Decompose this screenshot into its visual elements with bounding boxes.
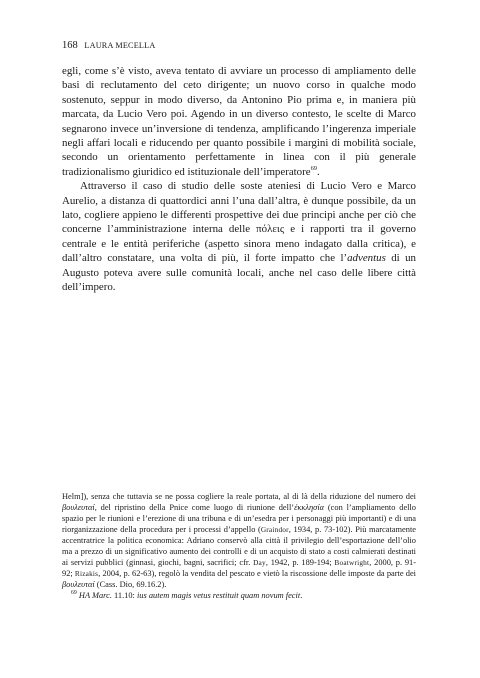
paragraph-text: e i rapporti tra il governo centrale e le entità periferiche (aspetto sinora meno indagato dalla critica), e dall’altro constatare, una volta di più, il forte impatto che l’ (62, 223, 416, 265)
page-number: 168 (62, 40, 78, 51)
cited-author: Rizakis (74, 569, 99, 578)
footnote-text: , 2000, p. 91-92; (62, 558, 416, 578)
footnote-continuation (62, 491, 416, 590)
footnote-text: (con l’ampliamento dello spazio per le riunioni e l’erezione di una tribuna e di un’esedra per i personaggi più importanti) e di una riorganizzazione della procedura per i processi d’appello ( (62, 503, 416, 534)
footnote-number: 69 (71, 590, 77, 596)
footnotes (62, 491, 416, 601)
footnote-text: , 1934, p. 73-102). Più marcatamente accentratrice la politica economica: Adriano conservò alla città il privilegio dell’esportazione dell’olio ma a prezzo di un significativo aumento dei controlli e di un acquisto di stato a costi calmierati destinati ai servizi pubblici (ginnasi, giochi, bagni, sacrifici; cfr. (62, 525, 416, 567)
footnote-text: Helm]), senza che tuttavia se ne possa cogliere la reale portata, al di là della riduzione del numero dei (62, 492, 416, 501)
footnote-source: HA Marc. (78, 591, 112, 600)
greek-term: βουλευταί (62, 503, 95, 512)
paragraph-text: di un Augusto poteva avere sulle comunità locali, anche nel caso delle libere città dell’impero. (62, 252, 417, 294)
paragraph-text: Attraverso il caso di studio delle soste ateniesi di Lucio Vero e Marco Aurelio, a distanza di quattordici anni l’una dall’altra, è dunque possibile, da un lato, cogliere appieno le differenti prospettive dei due principi anche per ciò che concerne l’amministrazione interna delle (62, 180, 416, 236)
footnote-end: . (300, 591, 303, 600)
footnote-text: (Cass. Dio, 69.16.2). (94, 580, 167, 589)
paragraph-1 (62, 64, 416, 179)
paragraph-text: egli, come s’è visto, aveva tentato di avviare un processo di ampliamento delle basi di reclutamento del ceto dirigente; un nuovo corso in qualche modo sostenuto, seppur in modo diverso, da Antonino Pio prima e, in maniera più marcata, da Lucio Vero poi. Agendo in un diverso contesto, le scelte di Marco segnarono invece un’inversione di tendenza, amplificando l’ingerenza imperiale negli affari locali e riducendo per quanto possibile i margini di mobilità sociale, secondo un orientamento perfettamente in linea con il più generale tradizionalismo giuridico ed istituzionale dell’imperatore (62, 65, 416, 178)
footnote-text: , del ripristino della Pnice come luogo di riunione dell’ (94, 503, 295, 512)
greek-term: ἐκκλησία (294, 503, 325, 512)
footnote-69 (62, 590, 416, 601)
greek-term: πόλεις (256, 223, 285, 236)
footnote-ref: 11.10: (111, 591, 137, 600)
footnote-quote: ius autem magis vetus restituit quam novum fecit (136, 591, 301, 600)
main-text (62, 64, 416, 295)
cited-author: Graindor (260, 525, 289, 534)
paragraph-text: . (316, 165, 320, 178)
greek-term: βουλευταί (62, 580, 95, 589)
cited-author: Boatwright (334, 558, 370, 567)
footnote-ref-69: 69 (310, 164, 317, 172)
cited-author: Day (253, 558, 266, 567)
footnote-text: , 1942, p. 189-194; (265, 558, 335, 567)
running-head-author: LAURA MECELLA (84, 41, 156, 50)
footnote-text: , 2004, p. 62-63), regolò la vendita del pescato e vietò la riscossione delle imposte da parte dei (98, 569, 417, 578)
paragraph-2 (62, 179, 416, 294)
running-header (62, 40, 155, 51)
italic-term: adventus (347, 252, 386, 265)
